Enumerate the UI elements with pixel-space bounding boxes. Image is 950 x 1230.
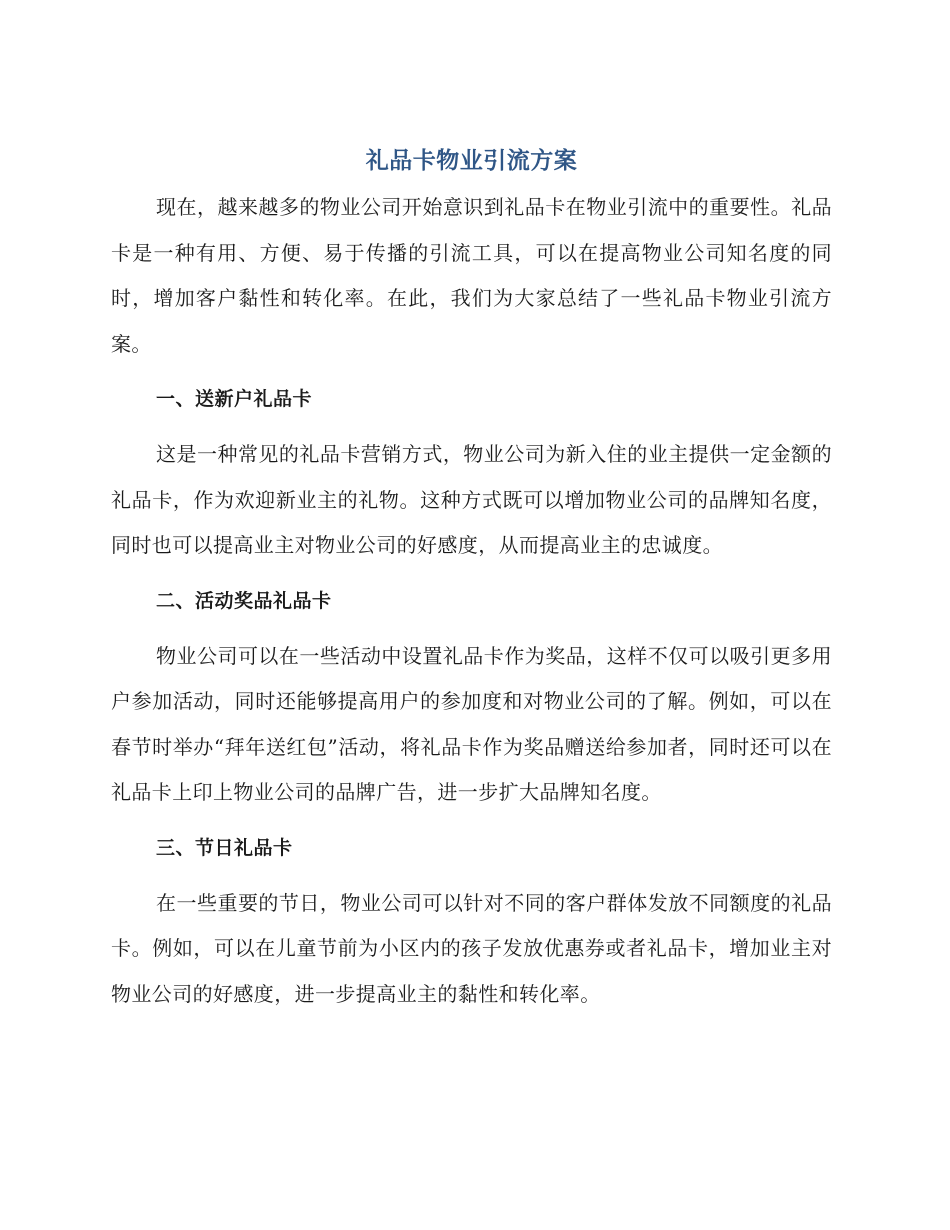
section-heading-holiday-card: 三、节日礼品卡 (156, 836, 293, 859)
document-title: 礼品卡物业引流方案 (365, 148, 578, 174)
intro-paragraph: 现在，越来越多的物业公司开始意识到礼品卡在物业引流中的重要性。礼品卡是一种有用、方便、易于传播的引流工具，可以在提高物业公司知名度的同时，增加客户黏性和转化率。在此，我们为大家总结了一些礼品卡物业引流方案。 (111, 195, 832, 356)
section-body-event-prize-card: 物业公司可以在一些活动中设置礼品卡作为奖品，这样不仅可以吸引更多用户参加活动，同时还能够提高用户的参加度和对物业公司的了解。例如，可以在春节时举办“拜年送红包”活动，将礼品卡作为奖品赠送给参加者，同时还可以在礼品卡上印上物业公司的品牌广告，进一步扩大品牌知名度。 (111, 643, 832, 804)
section-heading-event-prize-card: 二、活动奖品礼品卡 (156, 589, 332, 612)
section-heading-new-resident-card: 一、送新户礼品卡 (156, 388, 313, 410)
section-body-new-resident-card: 这是一种常见的礼品卡营销方式，物业公司为新入住的业主提供一定金额的礼品卡，作为欢迎新业主的礼物。这种方式既可以增加物业公司的品牌知名度，同时也可以提高业主对物业公司的好感度，从而提高业主的忠诚度。 (111, 442, 832, 557)
section-body-holiday-card: 在一些重要的节日，物业公司可以针对不同的客户群体发放不同额度的礼品卡。例如，可以在儿童节前为小区内的孩子发放优惠券或者礼品卡，增加业主对物业公司的好感度，进一步提高业主的黏性和转化率。 (111, 890, 832, 1006)
